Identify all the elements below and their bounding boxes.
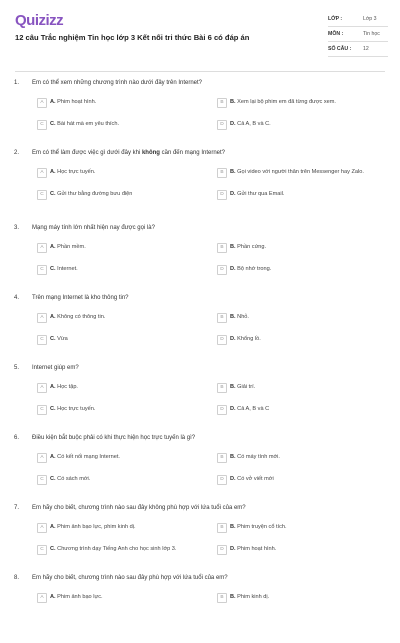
option-text: A. Phim ảnh bạo lực. <box>50 594 103 600</box>
question-2 <box>0 150 400 218</box>
question-emphasis: không <box>141 150 160 156</box>
option-text: D. Khổng lồ. <box>230 336 261 342</box>
option-checkbox[interactable]: D <box>217 190 227 200</box>
option-checkbox[interactable]: D <box>217 335 227 345</box>
option-letter: B. <box>230 594 236 600</box>
option-text: D. Cả A, B và C. <box>230 121 271 127</box>
option-letter: C. <box>50 336 56 342</box>
worksheet-title: 12 câu Trắc nghiệm Tin học lớp 3 Kết nối tri thức Bài 6 có đáp án <box>15 33 250 42</box>
question-text: Điều kiện bắt buộc phải có khi thực hiện học trực tuyến là gì? <box>32 435 196 441</box>
option-letter: D. <box>230 266 236 272</box>
option-checkbox[interactable]: D <box>217 120 227 130</box>
option-text: A. Học trực tuyến. <box>50 169 96 175</box>
option-letter: A. <box>50 524 56 530</box>
option-text: C. Chương trình dạy Tiếng Anh cho học sinh lớp 3. <box>50 546 177 552</box>
option-text: A. Phần mềm. <box>50 244 86 250</box>
question-text: Trên mạng Internet là kho thông tin? <box>32 295 129 301</box>
question-number: 8. <box>14 575 20 581</box>
option-letter: D. <box>230 476 236 482</box>
option-text: B. Phần cứng. <box>230 244 267 250</box>
option-text: B. Phim truyện cổ tích. <box>230 524 287 530</box>
option-letter: C. <box>50 191 56 197</box>
option-letter: B. <box>230 524 236 530</box>
option-checkbox[interactable]: C <box>37 335 47 345</box>
option-text: B. Nhỏ. <box>230 314 249 320</box>
option-letter: B. <box>230 244 236 250</box>
option-letter: D. <box>230 121 236 127</box>
option-letter: A. <box>50 99 56 105</box>
option-letter: B. <box>230 454 236 460</box>
option-text: B. Xem lại bộ phim em đã từng được xem. <box>230 99 336 105</box>
question-7 <box>0 505 400 573</box>
option-letter: D. <box>230 546 236 552</box>
option-letter: B. <box>230 169 236 175</box>
option-checkbox[interactable]: C <box>37 265 47 275</box>
option-letter: B. <box>230 314 236 320</box>
option-checkbox[interactable]: A <box>37 383 47 393</box>
option-checkbox[interactable]: A <box>37 98 47 108</box>
option-text: A. Học tập. <box>50 384 78 390</box>
option-text: D. Phim hoạt hình. <box>230 546 277 552</box>
option-text: D. Cả A, B và C <box>230 406 270 412</box>
question-3 <box>0 225 400 293</box>
option-letter: D. <box>230 406 236 412</box>
option-text: B. Phim kinh dị. <box>230 594 270 600</box>
option-letter: C. <box>50 121 56 127</box>
option-checkbox[interactable]: B <box>217 453 227 463</box>
option-checkbox[interactable]: B <box>217 593 227 603</box>
question-text: Em có thể làm được việc gì dưới đây khi không cần đến mạng Internet? <box>32 150 225 156</box>
question-6 <box>0 435 400 503</box>
option-text: A. Phim hoạt hình. <box>50 99 97 105</box>
option-text: C. Gửi thư bằng đường bưu điện <box>50 191 133 197</box>
question-number: 7. <box>14 505 20 511</box>
option-checkbox[interactable]: A <box>37 243 47 253</box>
option-checkbox[interactable]: C <box>37 475 47 485</box>
question-number: 1. <box>14 80 20 86</box>
option-checkbox[interactable]: D <box>217 265 227 275</box>
option-letter: A. <box>50 454 56 460</box>
option-text: C. Học trực tuyến. <box>50 406 96 412</box>
option-letter: A. <box>50 314 56 320</box>
option-checkbox[interactable]: D <box>217 475 227 485</box>
option-checkbox[interactable]: D <box>217 545 227 555</box>
question-number: 3. <box>14 225 20 231</box>
option-text: B. Giải trí. <box>230 384 256 390</box>
option-text: D. Gửi thư qua Email. <box>230 191 285 197</box>
option-letter: C. <box>50 266 56 272</box>
option-text: C. Internet. <box>50 266 78 272</box>
option-checkbox[interactable]: A <box>37 453 47 463</box>
meta-count-label: SỐ CÂU : <box>328 46 352 52</box>
option-text: D. Có vở viết mới <box>230 476 274 482</box>
question-1 <box>0 80 400 148</box>
option-text: B. Gọi video với người thân trên Messenger hay Zalo. <box>230 169 364 175</box>
option-text: A. Không có thông tin. <box>50 314 106 320</box>
option-checkbox[interactable]: C <box>37 120 47 130</box>
question-text: Em hãy cho biết, chương trình nào sau đây không phù hợp với lứa tuổi của em? <box>32 505 246 511</box>
option-checkbox[interactable]: C <box>37 405 47 415</box>
option-checkbox[interactable]: A <box>37 523 47 533</box>
option-checkbox[interactable]: B <box>217 98 227 108</box>
option-letter: D. <box>230 336 236 342</box>
option-checkbox[interactable]: A <box>37 593 47 603</box>
meta-subject-label: MÔN : <box>328 31 344 37</box>
option-checkbox[interactable]: C <box>37 190 47 200</box>
question-4 <box>0 295 400 363</box>
option-checkbox[interactable]: C <box>37 545 47 555</box>
question-text: Internet giúp em? <box>32 365 79 371</box>
option-letter: B. <box>230 99 236 105</box>
question-8 <box>0 575 400 643</box>
question-text: Em hãy cho biết, chương trình nào sau đây phù hợp với lứa tuổi của em? <box>32 575 228 581</box>
option-checkbox[interactable]: B <box>217 243 227 253</box>
meta-grade-value: Lớp 3 <box>363 16 377 22</box>
meta-count-value: 12 <box>363 46 369 52</box>
option-checkbox[interactable]: D <box>217 405 227 415</box>
question-number: 6. <box>14 435 20 441</box>
quizizz-logo[interactable]: Quizizz <box>15 12 64 29</box>
option-checkbox[interactable]: B <box>217 383 227 393</box>
option-letter: A. <box>50 169 56 175</box>
meta-grade-label: LỚP : <box>328 16 343 22</box>
option-letter: C. <box>50 546 56 552</box>
option-text: A. Có kết nối mạng Internet. <box>50 454 120 460</box>
meta-subject-value: Tin học <box>363 31 380 37</box>
header-divider <box>15 71 385 72</box>
option-text: C. Có sách mới. <box>50 476 91 482</box>
option-text: D. Bộ nhớ trong. <box>230 266 272 272</box>
option-checkbox[interactable]: A <box>37 168 47 178</box>
option-letter: A. <box>50 384 56 390</box>
option-letter: A. <box>50 244 56 250</box>
option-letter: D. <box>230 191 236 197</box>
question-5 <box>0 365 400 433</box>
option-letter: C. <box>50 476 56 482</box>
question-text: Em có thể xem những chương trình nào dưới đây trên Internet? <box>32 80 203 86</box>
option-checkbox[interactable]: B <box>217 313 227 323</box>
option-text: B. Có máy tính mới. <box>230 454 280 460</box>
option-text: A. Phim ảnh bạo lực, phim kinh dị. <box>50 524 136 530</box>
option-checkbox[interactable]: B <box>217 523 227 533</box>
option-checkbox[interactable]: B <box>217 168 227 178</box>
question-number: 5. <box>14 365 20 371</box>
question-text: Mạng máy tính lớn nhất hiện nay được gọi là? <box>32 225 155 231</box>
option-letter: B. <box>230 384 236 390</box>
worksheet-header <box>0 0 400 70</box>
option-letter: C. <box>50 406 56 412</box>
question-number: 2. <box>14 150 20 156</box>
question-number: 4. <box>14 295 20 301</box>
option-text: C. Bài hát mà em yêu thích. <box>50 121 120 127</box>
option-text: C. Vừa <box>50 336 68 342</box>
option-checkbox[interactable]: A <box>37 313 47 323</box>
option-letter: A. <box>50 594 56 600</box>
